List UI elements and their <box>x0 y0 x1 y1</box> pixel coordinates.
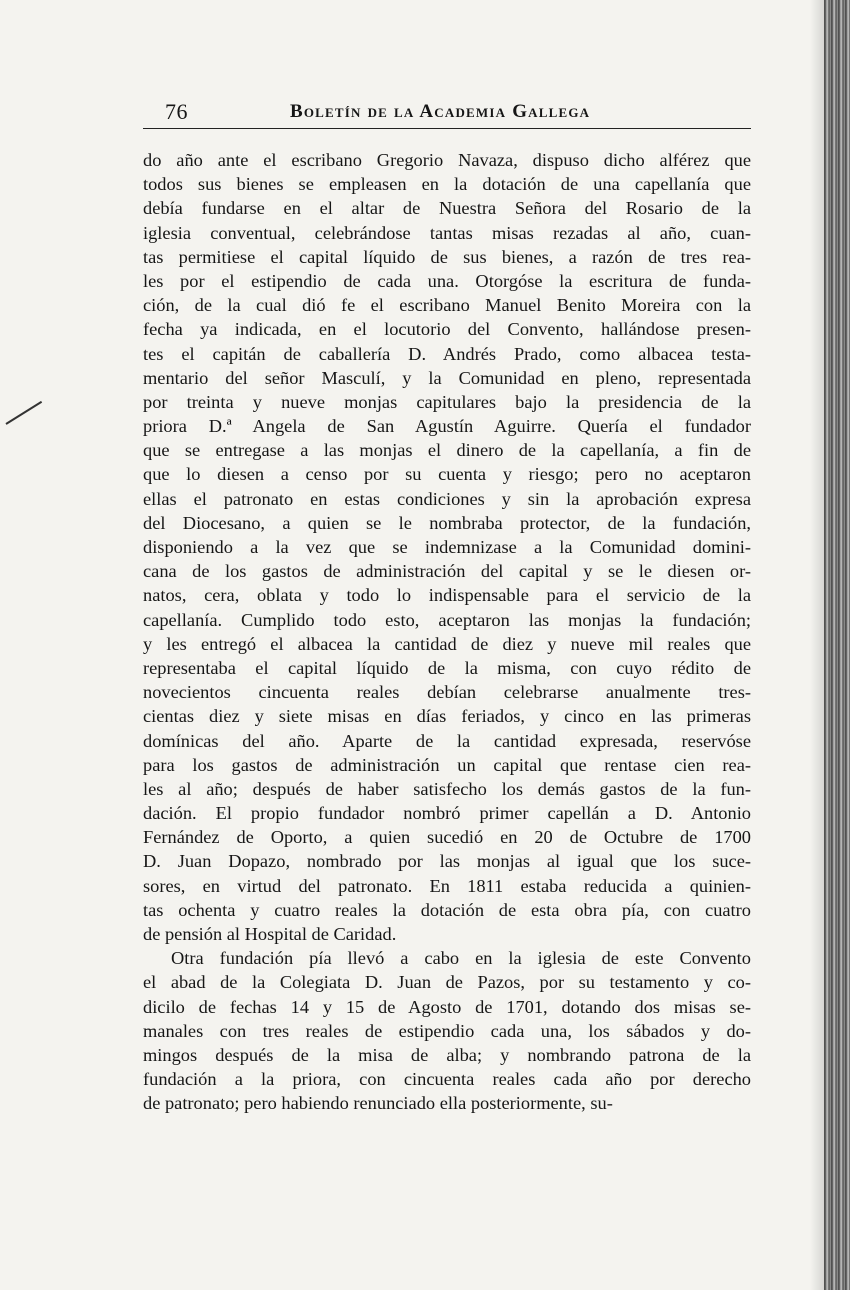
text-line: el abad de la Colegiata D. Juan de Pazos, por su testamento y co- <box>143 972 751 993</box>
text-line: novecientos cincuenta reales debían celebrarse anualmente tres- <box>143 682 751 703</box>
text-line: Otra fundación pía llevó a cabo en la iglesia de este Convento <box>171 948 751 969</box>
text-line: dicilo de fechas 14 y 15 de Agosto de 1701, dotando dos misas se- <box>143 996 751 1017</box>
text-line: manales con tres reales de estipendio cada una, los sábados y do- <box>143 1020 751 1041</box>
text-line: debía fundarse en el altar de Nuestra Señora del Rosario de la <box>143 198 751 219</box>
text-line: del Diocesano, a quien se le nombraba protector, de la fundación, <box>143 512 751 533</box>
page-header <box>143 97 751 129</box>
text-line: mingos después de la misa de alba; y nombrando patrona de la <box>143 1044 751 1065</box>
text-line: fundación a la priora, con cincuenta reales cada año por derecho <box>143 1069 751 1090</box>
text-line: Fernández de Oporto, a quien sucedió en 20 de Octubre de 1700 <box>143 827 751 848</box>
text-line: capellanía. Cumplido todo esto, aceptaron las monjas la fundación; <box>143 609 751 630</box>
paragraph <box>143 946 751 1115</box>
text-line: fecha ya indicada, en el locutorio del Convento, hallándose presen- <box>143 319 751 340</box>
margin-pencil-mark <box>5 401 42 425</box>
text-line: tes el capitán de caballería D. Andrés Prado, como albacea testa- <box>143 343 751 364</box>
text-line: que lo diesen a censo por su cuenta y riesgo; pero no aceptaron <box>143 464 751 485</box>
text-line: priora D.ª Angela de San Agustín Aguirre. Quería el fundador <box>143 416 751 437</box>
body-text <box>143 148 751 1116</box>
text-line: ción, de la cual dió fe el escribano Manuel Benito Moreira con la <box>143 295 751 316</box>
text-line: les por el estipendio de cada una. Otorgóse la escritura de funda- <box>143 270 751 291</box>
text-line: tas permitiese el capital líquido de sus bienes, a razón de tres rea- <box>143 246 751 267</box>
text-line: domínicas del año. Aparte de la cantidad expresada, reservóse <box>143 730 751 751</box>
text-line: que se entregase a las monjas el dinero de la capellanía, a fin de <box>143 440 751 461</box>
text-line: les al año; después de haber satisfecho los demás gastos de la fun- <box>143 778 751 799</box>
running-head: Boletín de la Academia Gallega <box>290 101 591 122</box>
text-line: sores, en virtud del patronato. En 1811 estaba reducida a quinien- <box>143 875 751 896</box>
paragraph <box>143 148 751 946</box>
text-line: cana de los gastos de administración del capital y se le diesen or- <box>143 561 751 582</box>
text-line: para los gastos de administración un capital que rentase cien rea- <box>143 754 751 775</box>
page-edge-shadow <box>824 0 850 1290</box>
text-line: mentario del señor Masculí, y la Comunidad en pleno, representada <box>143 367 751 388</box>
text-line: tas ochenta y cuatro reales la dotación de esta obra pía, con cuatro <box>143 899 751 920</box>
text-line: iglesia conventual, celebrándose tantas misas rezadas al año, cuan- <box>143 222 751 243</box>
header-rule <box>143 128 751 129</box>
text-line: D. Juan Dopazo, nombrado por las monjas al igual que los suce- <box>143 851 751 872</box>
text-line: y les entregó el albacea la cantidad de diez y nueve mil reales que <box>143 633 751 654</box>
text-line: por treinta y nueve monjas capitulares bajo la presidencia de la <box>143 391 751 412</box>
page-number: 76 <box>165 99 188 124</box>
text-line: ellas el patronato en estas condiciones y sin la aprobación expresa <box>143 488 751 509</box>
text-line: dación. El propio fundador nombró primer capellán a D. Antonio <box>143 803 751 824</box>
text-line: disponiendo a la vez que se indemnizase a la Comunidad domini- <box>143 537 751 557</box>
text-line: de patronato; pero habiendo renunciado ella posteriormente, su- <box>143 1093 613 1114</box>
text-line: do año ante el escribano Gregorio Navaza, dispuso dicho alférez que <box>143 150 751 170</box>
text-line: cientas diez y siete misas en días feriados, y cinco en las primeras <box>143 706 751 727</box>
text-line: todos sus bienes se empleasen en la dotación de una capellanía que <box>143 174 751 195</box>
text-line: representaba el capital líquido de la misma, con cuyo rédito de <box>143 657 751 678</box>
text-line: de pensión al Hospital de Caridad. <box>143 924 397 944</box>
text-line: natos, cera, oblata y todo lo indispensable para el servicio de la <box>143 585 751 606</box>
page-edge-fade <box>810 0 824 1290</box>
